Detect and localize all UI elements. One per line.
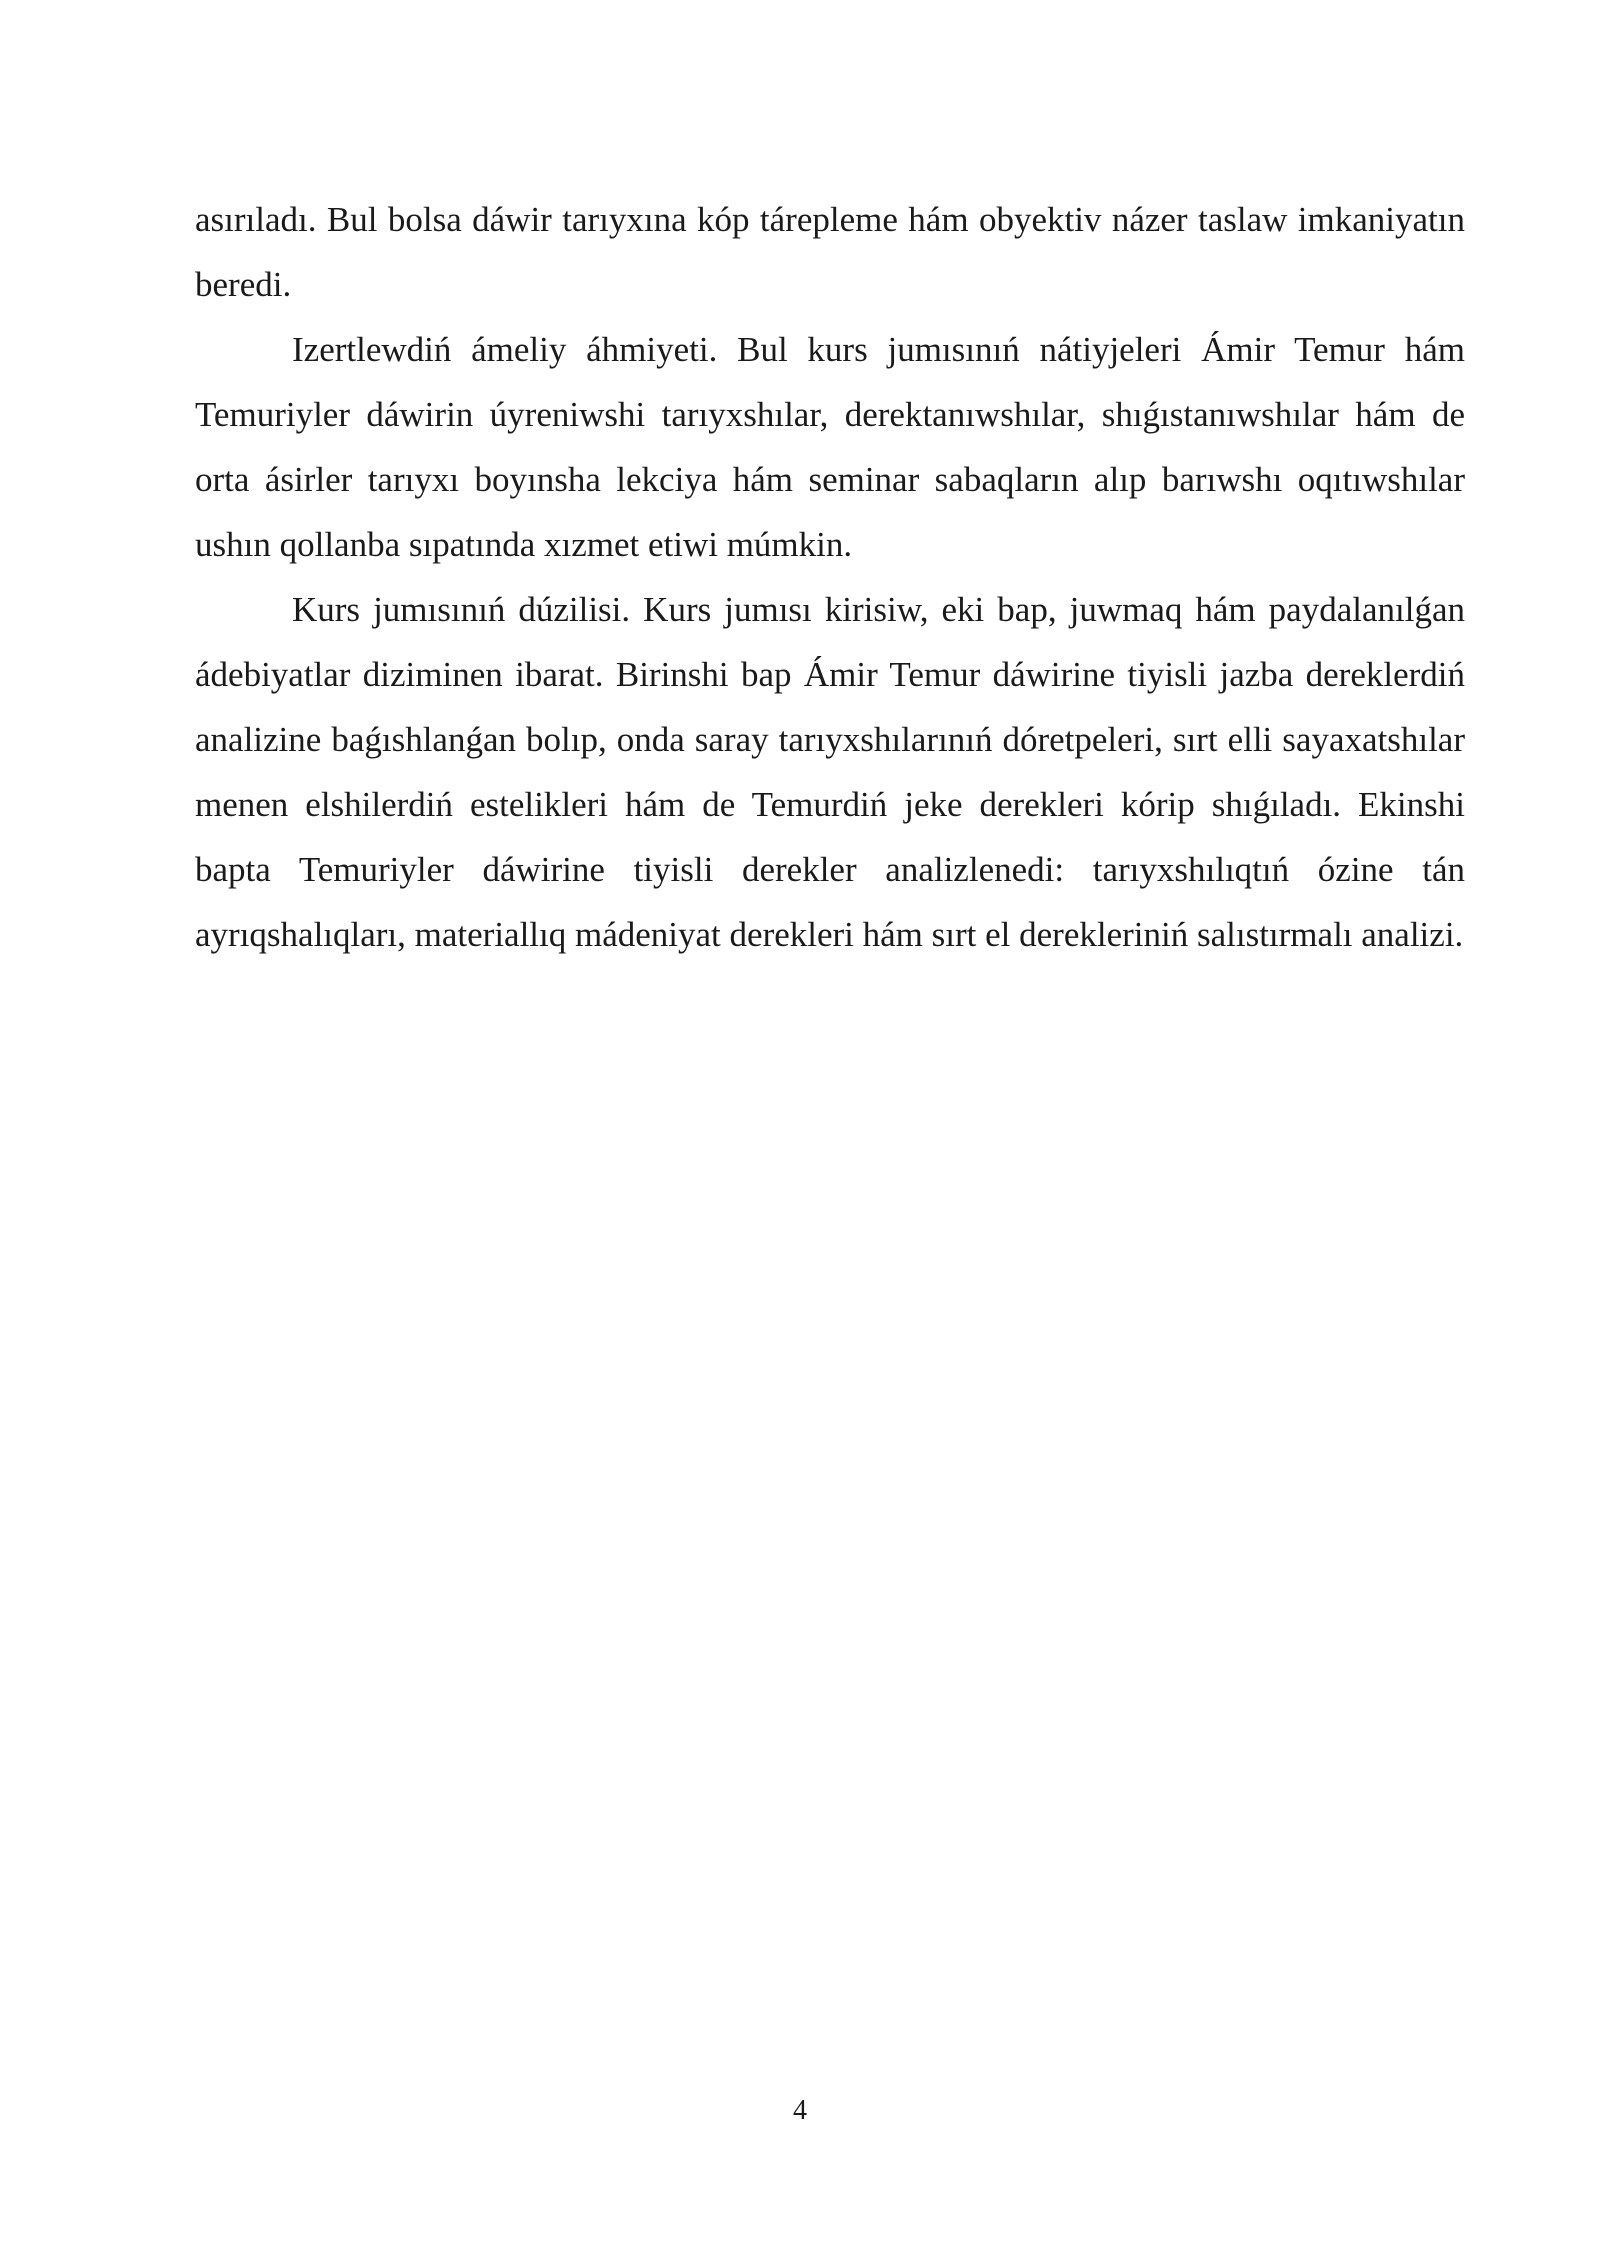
paragraph-continuation: asırıladı. Bul bolsa dáwir tarıyxına kóp tárepleme hám obyektiv názer taslaw imkaniyatın beredi. (195, 200, 1465, 304)
page-number: 4 (793, 2095, 807, 2126)
body-text (195, 187, 1465, 967)
paragraph-structure: Kurs jumısınıń dúzilisi. Kurs jumısı kirisiw, eki bap, juwmaq hám paydalanılǵan ádebiyatlar diziminen ibarat. Birinshi bap Ámir Temur dáwirine tiyisli jazba dereklerdiń analizine baǵıshlanǵan bolıp, onda saray tarıyxshılarınıń dóretpeleri, sırt elli sayaxatshılar menen elshilerdiń estelikleri hám de Temurdiń jeke derekleri kórip shıǵıladı. Ekinshi bapta Temuriyler dáwirine tiyisli derekler analizlenedi: tarıyxshılıqtıń ózine tán ayrıqshalıqları, materiallıq mádeniyat derekleri hám sırt el derekleriniń salıstırmalı analizi. (195, 590, 1465, 954)
paragraph-practical-significance: Izertlewdiń ámeliy áhmiyeti. Bul kurs jumısınıń nátiyjeleri Ámir Temur hám Temuriyler dáwirin úyreniwshi tarıyxshılar, derektanıwshılar, shıǵıstanıwshılar hám de orta ásirler tarıyxı boyınsha lekciya hám seminar sabaqların alıp barıwshı oqıtıwshılar ushın qollanba sıpatında xızmet etiwi múmkin. (195, 330, 1465, 564)
